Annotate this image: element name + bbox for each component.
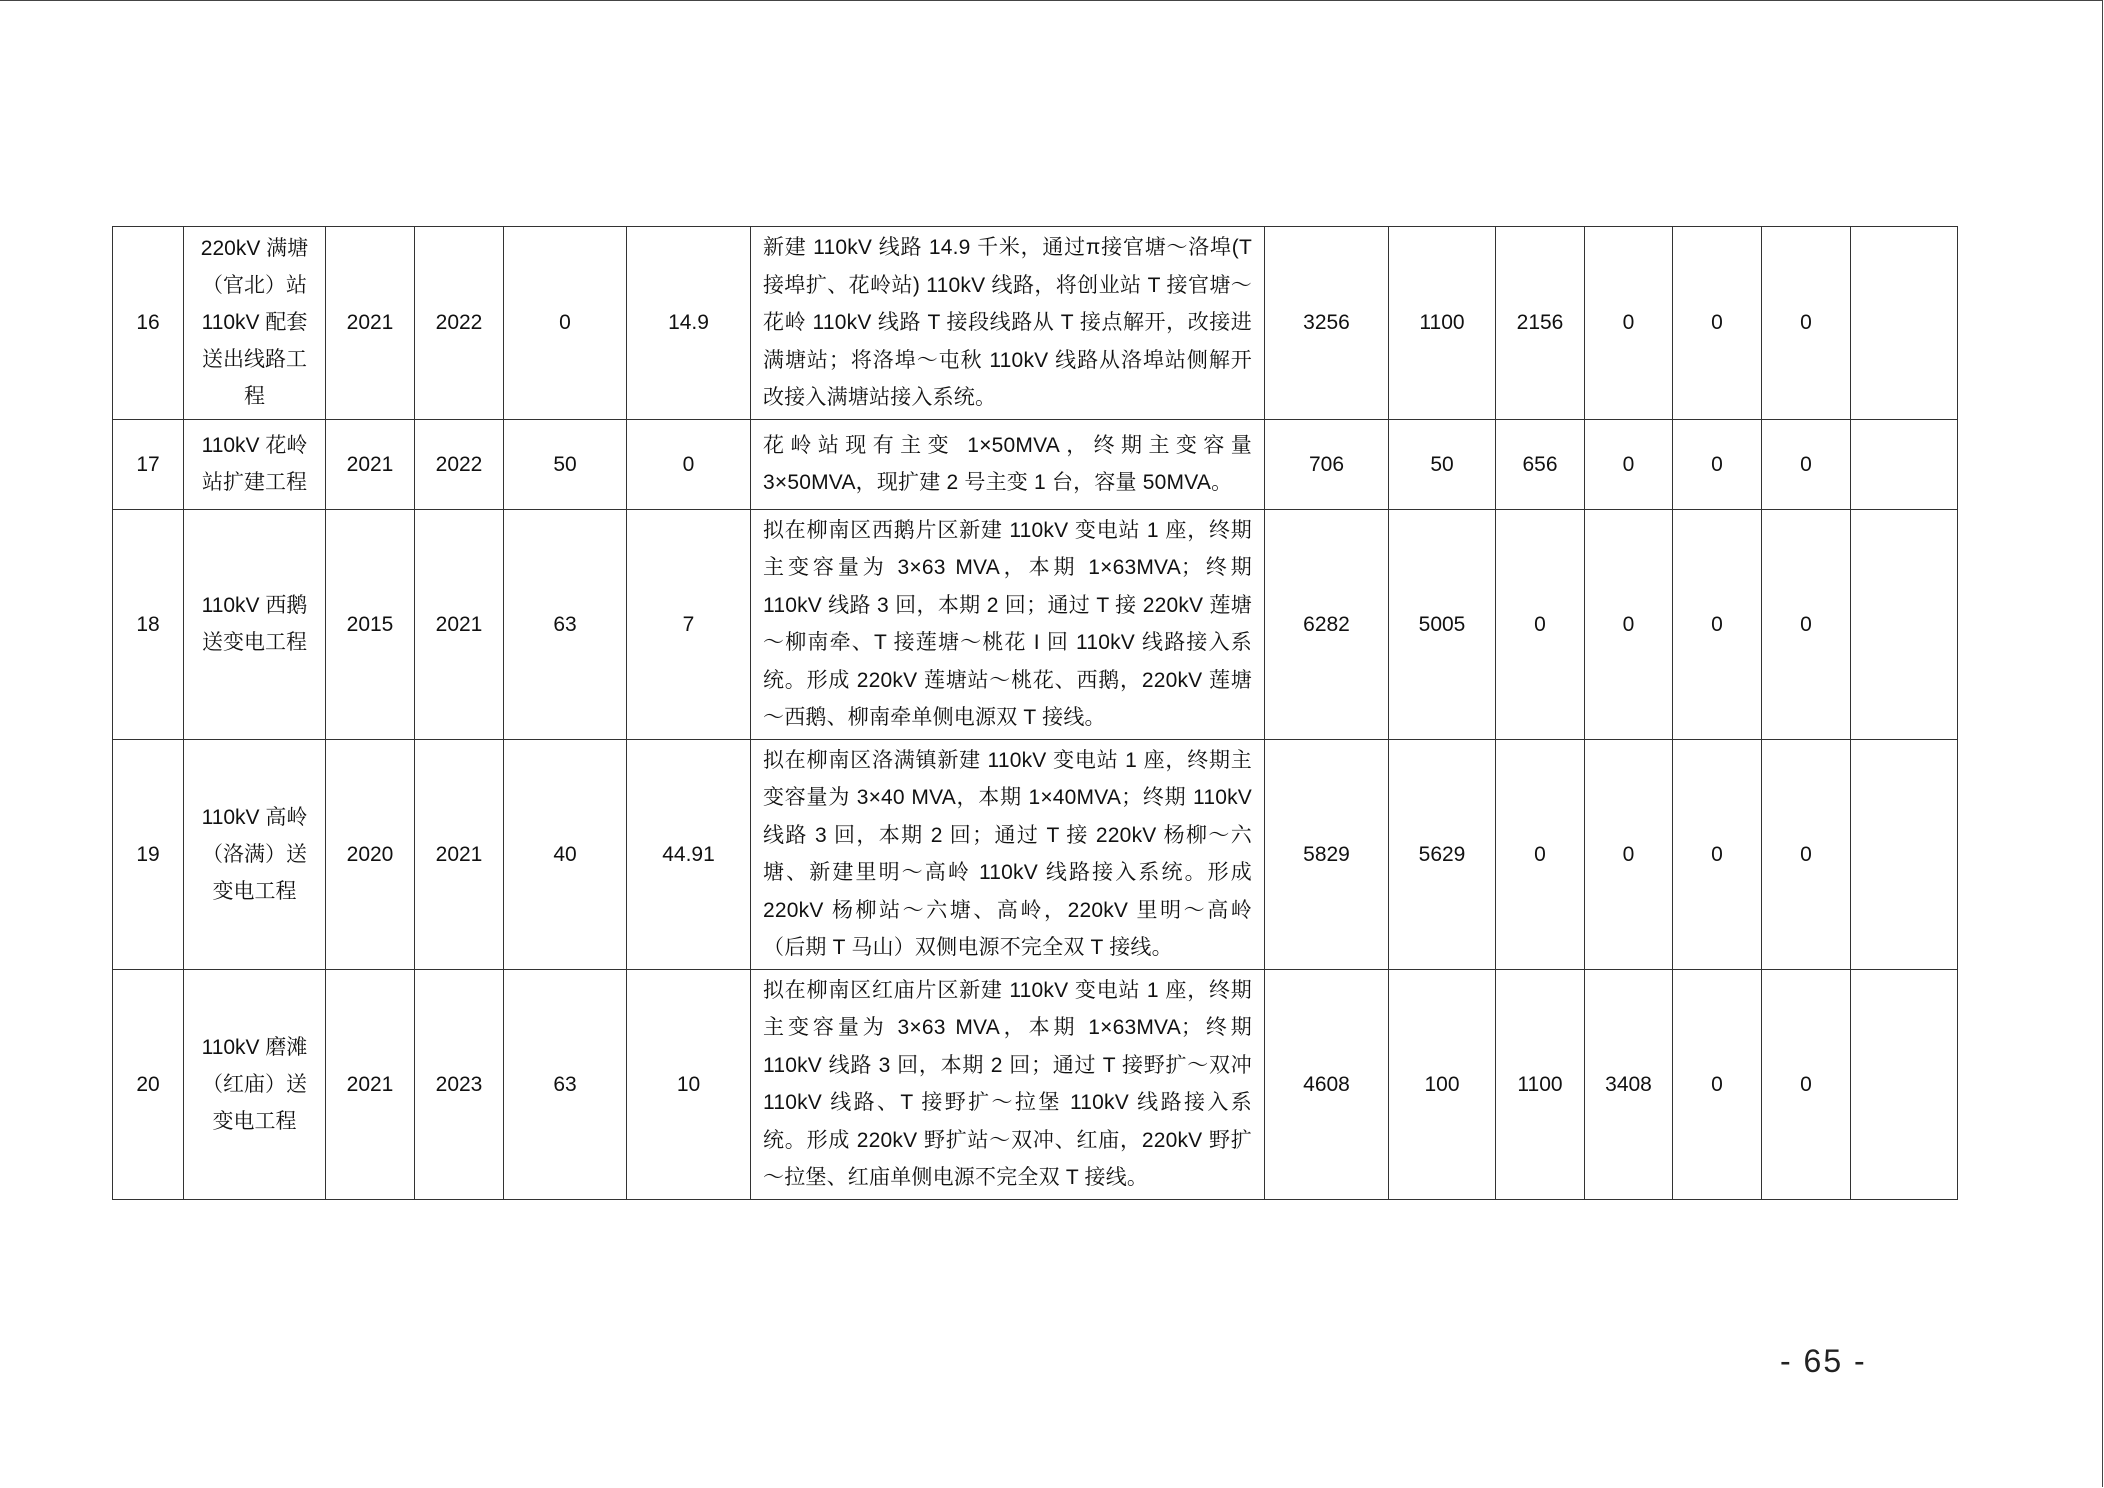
table-row [113,739,1958,969]
project-table [112,226,1958,1200]
project-description: 花岭站现有主变 1×50MVA，终期主变容量 3×50MVA，现扩建 2 号主变 1 台，容量 50MVA。 [751,419,1265,509]
start-year: 2021 [326,227,415,420]
investment-value: 3408 [1585,969,1673,1199]
investment-value: 0 [1762,227,1851,420]
investment-value: 0 [1673,509,1762,739]
row-number: 19 [113,739,184,969]
investment-value: 0 [1762,419,1851,509]
end-year: 2022 [415,419,504,509]
line-length: 10 [627,969,751,1199]
investment-value: 0 [1496,509,1585,739]
investment-value: 0 [1673,227,1762,420]
project-description: 拟在柳南区红庙片区新建 110kV 变电站 1 座，终期主变容量为 3×63 MVA，本期 1×63MVA；终期 110kV 线路 3 回，本期 2 回；通过 T 接野扩～双冲 110kV 线路、T 接野扩～拉堡 110kV 线路接入系统。形成 220kV 野扩站～双冲、红庙，220kV 野扩～拉堡、红庙单侧电源不完全双 T 接线。 [751,969,1265,1199]
start-year: 2021 [326,969,415,1199]
capacity: 50 [504,419,627,509]
investment-value: 0 [1673,969,1762,1199]
project-name: 110kV 西鹅送变电工程 [184,509,326,739]
investment-value: 5629 [1389,739,1496,969]
project-description: 拟在柳南区西鹅片区新建 110kV 变电站 1 座，终期主变容量为 3×63 MVA，本期 1×63MVA；终期 110kV 线路 3 回，本期 2 回；通过 T 接 220kV 莲塘～柳南牵、T 接莲塘～桃花 I 回 110kV 线路接入系统。形成 220kV 莲塘站～桃花、西鹅，220kV 莲塘～西鹅、柳南牵单侧电源双 T 接线。 [751,509,1265,739]
table-row [113,419,1958,509]
row-number: 17 [113,419,184,509]
investment-value: 50 [1389,419,1496,509]
capacity: 63 [504,969,627,1199]
start-year: 2015 [326,509,415,739]
investment-value: 0 [1673,739,1762,969]
project-description: 新建 110kV 线路 14.9 千米，通过π接官塘～洛埠(T 接埠扩、花岭站) 110kV 线路，将创业站 T 接官塘～花岭 110kV 线路 T 接段线路从 T 接点解开，改接进满塘站；将洛埠～屯秋 110kV 线路从洛埠站侧解开改接入满塘站接入系统。 [751,227,1265,420]
investment-value: 0 [1585,739,1673,969]
end-year: 2021 [415,509,504,739]
project-name: 220kV 满塘（官北）站 110kV 配套送出线路工程 [184,227,326,420]
total-investment: 706 [1265,419,1389,509]
start-year: 2020 [326,739,415,969]
project-name: 110kV 高岭（洛满）送变电工程 [184,739,326,969]
row-number: 16 [113,227,184,420]
blank-cell [1851,509,1958,739]
table-body [113,227,1958,1200]
investment-value: 0 [1762,739,1851,969]
table-row [113,227,1958,420]
start-year: 2021 [326,419,415,509]
investment-value: 2156 [1496,227,1585,420]
investment-value: 0 [1762,969,1851,1199]
capacity: 40 [504,739,627,969]
line-length: 14.9 [627,227,751,420]
table-row [113,969,1958,1199]
investment-value: 0 [1673,419,1762,509]
investment-value: 0 [1585,419,1673,509]
total-investment: 6282 [1265,509,1389,739]
end-year: 2023 [415,969,504,1199]
blank-cell [1851,969,1958,1199]
investment-value: 1100 [1389,227,1496,420]
end-year: 2021 [415,739,504,969]
total-investment: 4608 [1265,969,1389,1199]
table-row [113,509,1958,739]
investment-value: 5005 [1389,509,1496,739]
line-length: 7 [627,509,751,739]
row-number: 18 [113,509,184,739]
total-investment: 5829 [1265,739,1389,969]
line-length: 44.91 [627,739,751,969]
blank-cell [1851,227,1958,420]
end-year: 2022 [415,227,504,420]
investment-value: 0 [1585,509,1673,739]
row-number: 20 [113,969,184,1199]
blank-cell [1851,739,1958,969]
investment-value: 0 [1762,509,1851,739]
project-name: 110kV 磨滩（红庙）送变电工程 [184,969,326,1199]
investment-value: 0 [1585,227,1673,420]
capacity: 63 [504,509,627,739]
investment-value: 1100 [1496,969,1585,1199]
total-investment: 3256 [1265,227,1389,420]
investment-value: 100 [1389,969,1496,1199]
blank-cell [1851,419,1958,509]
investment-value: 0 [1496,739,1585,969]
project-name: 110kV 花岭站扩建工程 [184,419,326,509]
line-length: 0 [627,419,751,509]
investment-value: 656 [1496,419,1585,509]
page-number: - 65 - [1780,1343,1867,1379]
project-description: 拟在柳南区洛满镇新建 110kV 变电站 1 座，终期主变容量为 3×40 MVA，本期 1×40MVA；终期 110kV 线路 3 回，本期 2 回；通过 T 接 220kV 杨柳～六塘、新建里明～高岭 110kV 线路接入系统。形成 220kV 杨柳站～六塘、高岭，220kV 里明～高岭（后期 T 马山）双侧电源不完全双 T 接线。 [751,739,1265,969]
capacity: 0 [504,227,627,420]
